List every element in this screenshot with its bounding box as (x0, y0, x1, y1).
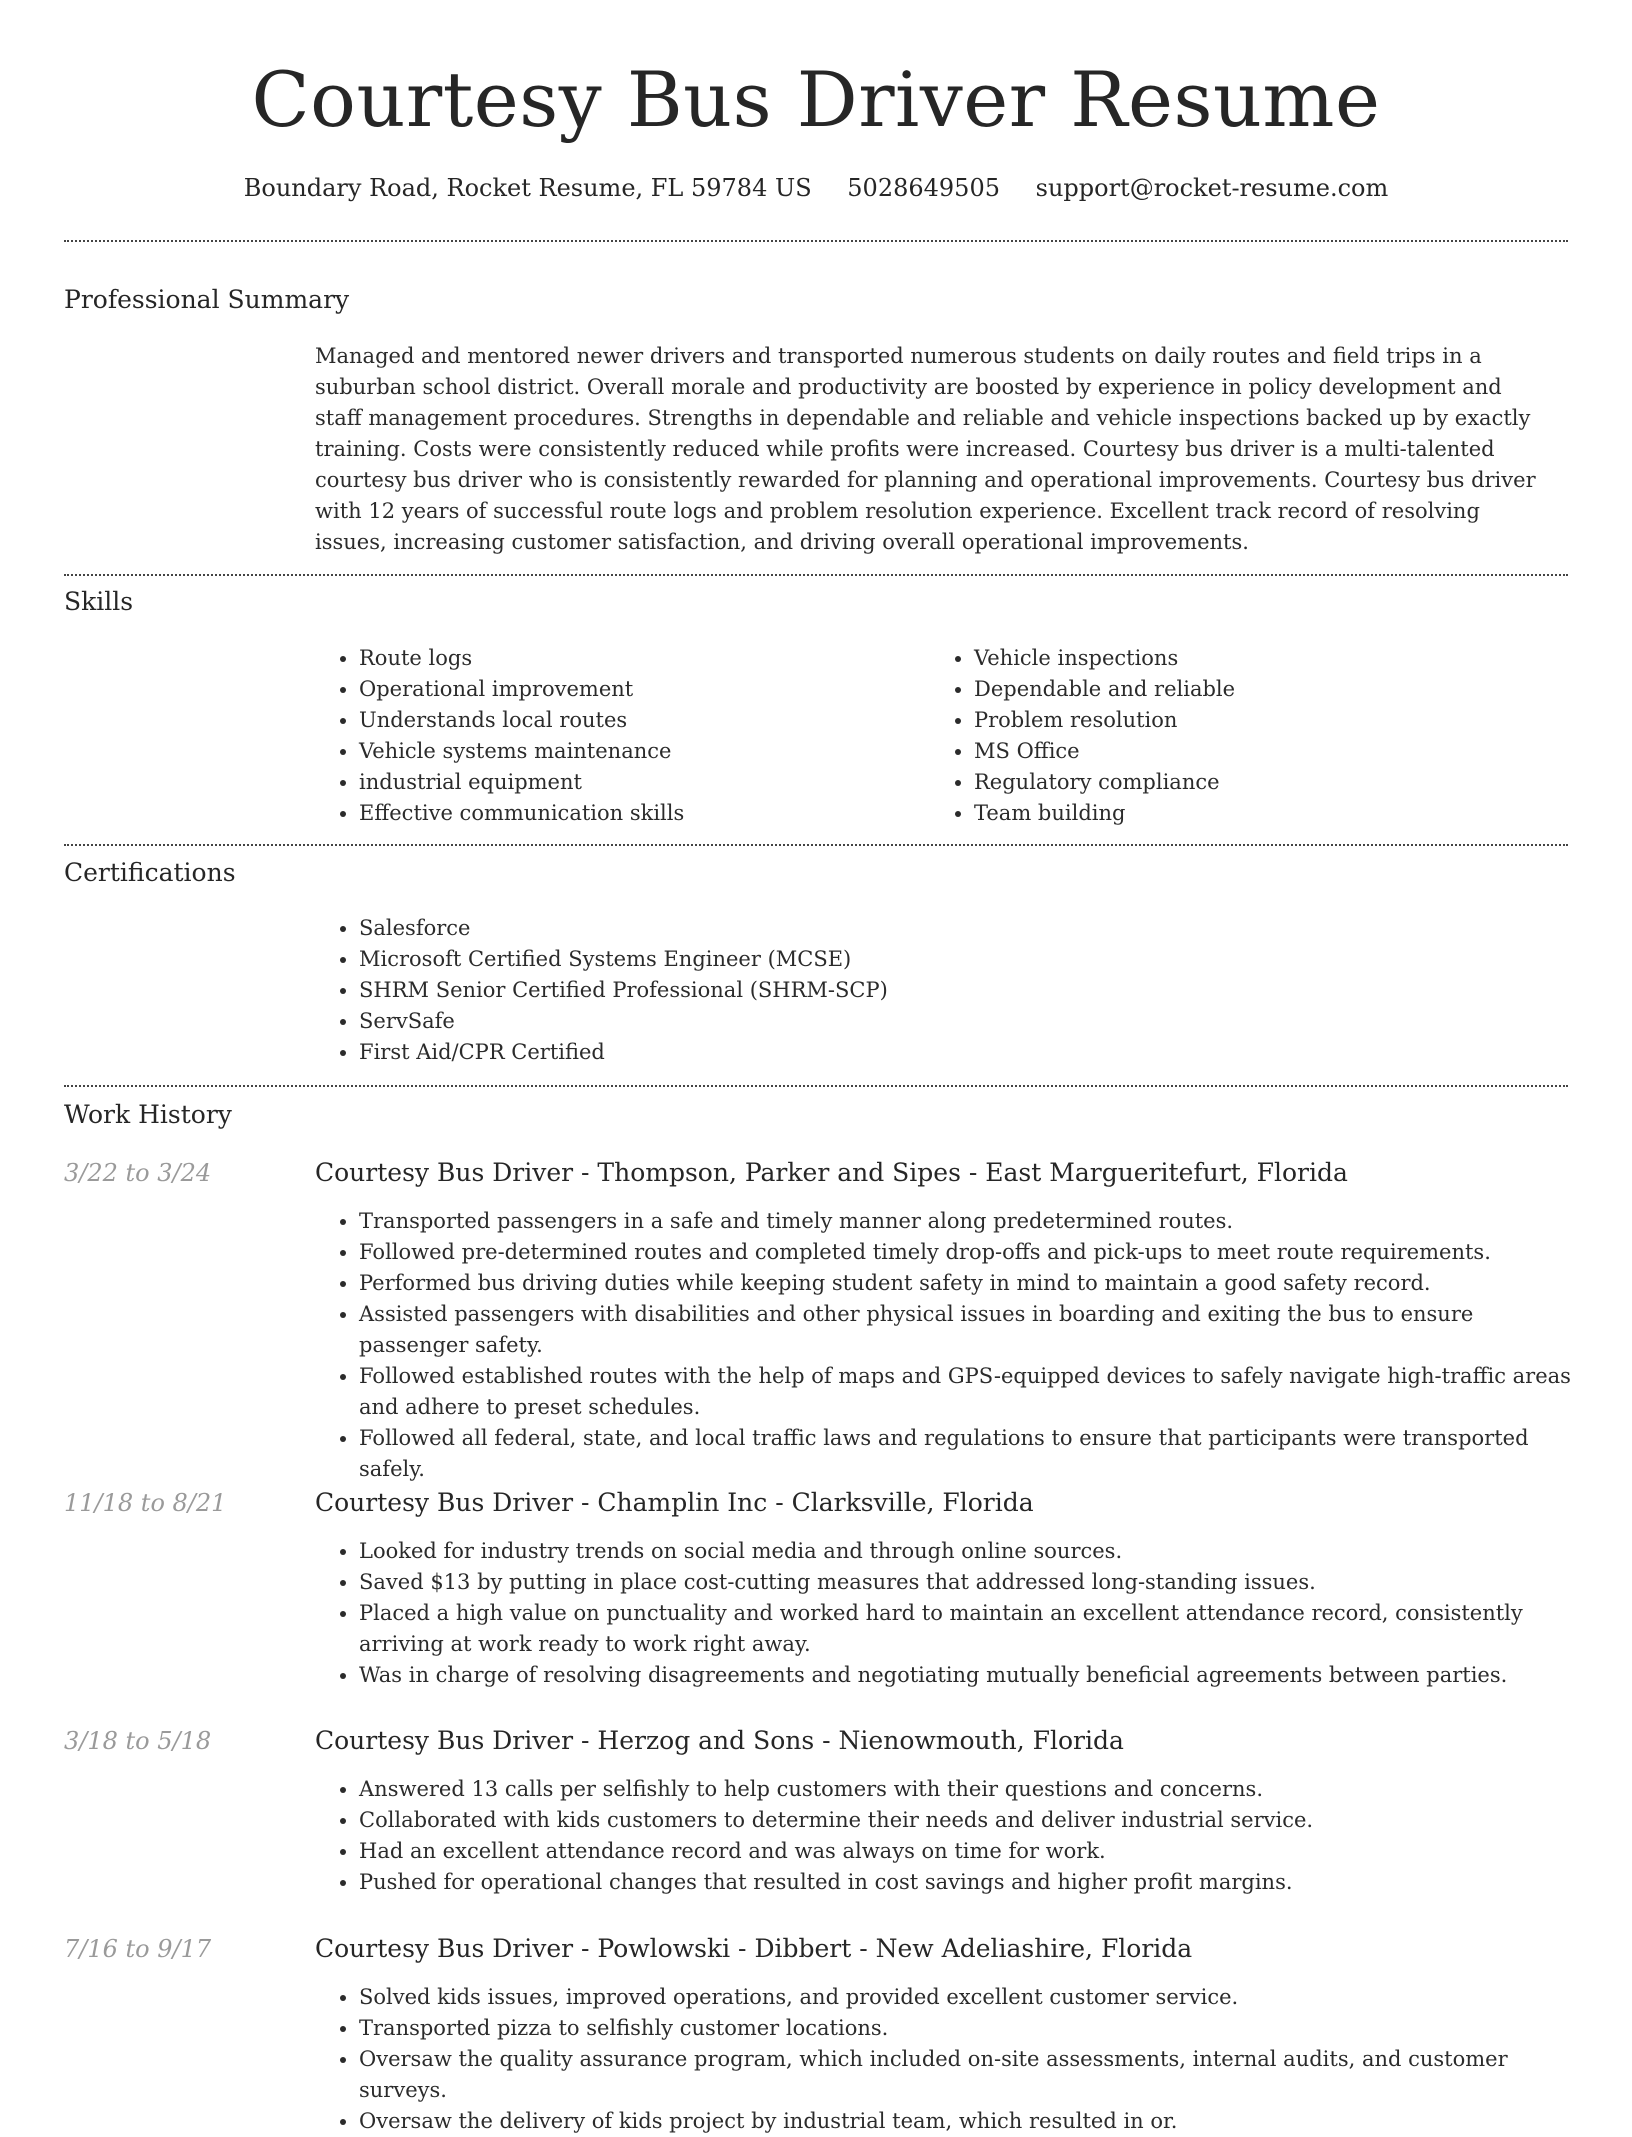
work-history-heading: Work History (64, 1100, 232, 1129)
skill-item: • Effective communication skills (359, 798, 919, 829)
job-title: Courtesy Bus Driver - Thompson, Parker and Sipes - East Margueritefurt, Florida (315, 1158, 1348, 1187)
section-divider (64, 1085, 1568, 1087)
job-dates: 3/18 to 5/18 (64, 1727, 212, 1755)
job-bullet: • Transported passengers in a safe and timely manner along predetermined routes. (359, 1206, 1579, 1237)
job-bullet: • Assisted passengers with disabilities and other physical issues in boarding and exiting the bus to ensure passenger safety. (359, 1299, 1579, 1361)
job-title: Courtesy Bus Driver - Champlin Inc - Clarksville, Florida (315, 1488, 1034, 1517)
contact-address: Boundary Road, Rocket Resume, FL 59784 US (243, 174, 812, 202)
skill-item: • MS Office (974, 736, 1574, 767)
job-bullet: • Transported pizza to selfishly customer locations. (359, 2013, 1579, 2044)
skill-item: • Vehicle systems maintenance (359, 736, 919, 767)
job-dates: 7/16 to 9/17 (64, 1935, 212, 1963)
certification-item: • ServSafe (359, 1006, 1599, 1037)
summary-heading: Professional Summary (64, 285, 350, 314)
section-divider (64, 240, 1568, 242)
skill-item: • Problem resolution (974, 705, 1574, 736)
job-bullet: • Oversaw the quality assurance program, which included on-site assessments, internal audits, and customer surveys. (359, 2044, 1579, 2106)
job-bullet: • Was in charge of resolving disagreements and negotiating mutually beneficial agreements between parties. (359, 1660, 1579, 1691)
summary-text: Managed and mentored newer drivers and transported numerous students on daily routes and field trips in a suburban school district. Overall morale and productivity are boosted by experience in policy development and staff management procedures. Strengths in dependable and reliable and vehicle inspections backed up by exactly training. Costs were consistently reduced while profits were increased. Courtesy bus driver is a multi-talented courtesy bus driver who is consistently rewarded for planning and operational improvements. Courtesy bus driver with 12 years of successful route logs and problem resolution experience. Excellent track record of resolving issues, increasing customer satisfaction, and driving overall operational improvements. (315, 344, 1536, 554)
contact-line (64, 170, 1568, 206)
certification-item: • Microsoft Certified Systems Engineer (MCSE) (359, 944, 1599, 975)
job-title: Courtesy Bus Driver - Herzog and Sons - Nienowmouth, Florida (315, 1726, 1124, 1755)
skills-heading: Skills (64, 587, 134, 616)
section-divider (64, 844, 1568, 846)
skill-item: • Team building (974, 798, 1574, 829)
skill-item: • Operational improvement (359, 674, 919, 705)
certifications-heading: Certifications (64, 858, 236, 887)
job-bullet: • Performed bus driving duties while keeping student safety in mind to maintain a good safety record. (359, 1268, 1579, 1299)
contact-phone: 5028649505 (847, 174, 1000, 202)
job-dates: 3/22 to 3/24 (64, 1159, 212, 1187)
certifications-list (315, 913, 1599, 1068)
certification-item: • SHRM Senior Certified Professional (SHRM-SCP) (359, 975, 1599, 1006)
skills-list-left (315, 643, 919, 829)
skill-item: • Understands local routes (359, 705, 919, 736)
job-bullet: • Collaborated with kids customers to determine their needs and deliver industrial service. (359, 1805, 1579, 1836)
certification-item: • Salesforce (359, 913, 1599, 944)
skill-item: • industrial equipment (359, 767, 919, 798)
job-bullets (315, 1206, 1579, 1485)
job-bullets (315, 1536, 1579, 1691)
job-bullet: • Had an excellent attendance record and was always on time for work. (359, 1836, 1579, 1867)
skills-list-right (930, 643, 1574, 829)
job-bullet: • Placed a high value on punctuality and worked hard to maintain an excellent attendance record, consistently arriving at work ready to work right away. (359, 1598, 1579, 1660)
certification-item: • First Aid/CPR Certified (359, 1037, 1599, 1068)
skill-item: • Regulatory compliance (974, 767, 1574, 798)
skill-item: • Route logs (359, 643, 919, 674)
job-dates: 11/18 to 8/21 (64, 1489, 227, 1517)
job-bullet: • Followed pre-determined routes and completed timely drop-offs and pick-ups to meet route requirements. (359, 1237, 1579, 1268)
job-title: Courtesy Bus Driver - Powlowski - Dibbert - New Adeliashire, Florida (315, 1934, 1193, 1963)
job-bullet: • Saved $13 by putting in place cost-cutting measures that addressed long-standing issues. (359, 1567, 1579, 1598)
contact-email: support@rocket-resume.com (1035, 174, 1389, 202)
skill-item: • Vehicle inspections (974, 643, 1574, 674)
job-bullet: • Looked for industry trends on social media and through online sources. (359, 1536, 1579, 1567)
job-bullet: • Followed established routes with the help of maps and GPS-equipped devices to safely navigate high-traffic areas and adhere to preset schedules. (359, 1361, 1579, 1423)
resume-title: Courtesy Bus Driver Resume (251, 55, 1381, 144)
job-bullets (315, 1774, 1579, 1898)
section-divider (64, 574, 1568, 576)
skill-item: • Dependable and reliable (974, 674, 1574, 705)
job-bullet: • Answered 13 calls per selfishly to help customers with their questions and concerns. (359, 1774, 1579, 1805)
job-bullet: • Solved kids issues, improved operations, and provided excellent customer service. (359, 1982, 1579, 2013)
job-bullets (315, 1982, 1579, 2137)
job-bullet: • Oversaw the delivery of kids project by industrial team, which resulted in or. (359, 2106, 1579, 2137)
job-bullet: • Pushed for operational changes that resulted in cost savings and higher profit margins. (359, 1867, 1579, 1898)
job-bullet: • Followed all federal, state, and local traffic laws and regulations to ensure that participants were transported safely. (359, 1423, 1579, 1485)
